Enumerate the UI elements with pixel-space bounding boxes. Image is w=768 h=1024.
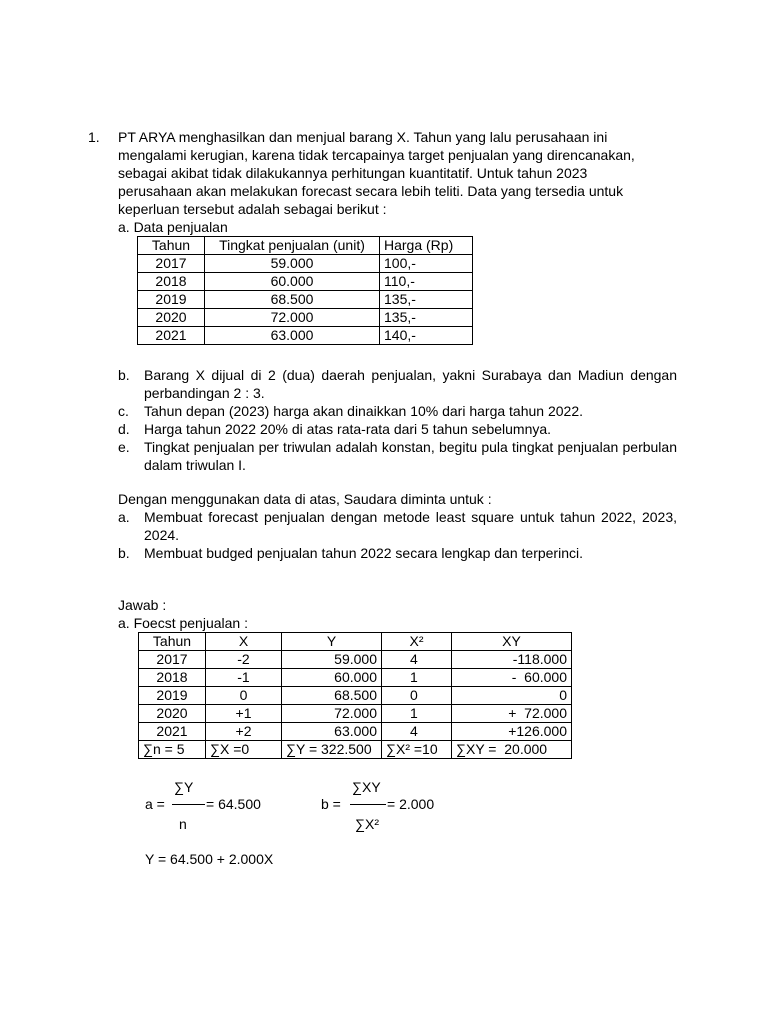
- list-item: [118, 438, 677, 474]
- table-header-row: [139, 633, 572, 651]
- table-cell: 1: [382, 669, 452, 687]
- list-text: Harga tahun 2022 20% di atas rata-rata dari 5 tahun sebelumnya.: [144, 421, 552, 437]
- table-header-cell: X²: [382, 633, 452, 651]
- formula-a-denominator: n: [179, 816, 187, 832]
- table-cell: +1: [206, 705, 282, 723]
- formula-b-denominator: ∑X²: [355, 816, 379, 832]
- table-row: [138, 309, 473, 327]
- table-row: [138, 327, 473, 345]
- table-cell: 2020: [139, 705, 206, 723]
- list-item: [118, 544, 677, 562]
- list-text: Tahun depan (2023) harga akan dinaikkan 10% dari harga tahun 2022.: [144, 403, 583, 419]
- table-cell: 63.000: [282, 723, 382, 741]
- table-cell: 2017: [139, 651, 206, 669]
- table-cell: - 60.000: [452, 669, 572, 687]
- formula-a-result: = 64.500: [206, 796, 261, 812]
- list-text: Membuat forecast penjualan dengan metode least square untuk tahun 2022, 2023, 2024.: [144, 509, 677, 543]
- table-cell: 100,-: [380, 255, 473, 273]
- list-marker: a.: [118, 509, 130, 525]
- table-row: [138, 273, 473, 291]
- total-cell: ∑X =0: [206, 741, 282, 759]
- table-cell: 68.500: [282, 687, 382, 705]
- table-cell: +2: [206, 723, 282, 741]
- table-header-cell: XY: [452, 633, 572, 651]
- table-cell: 140,-: [380, 327, 473, 345]
- tasks-list: [118, 508, 677, 562]
- table-cell: 1: [382, 705, 452, 723]
- table-cell: 0: [206, 687, 282, 705]
- table-cell: 135,-: [380, 291, 473, 309]
- list-marker: b.: [118, 545, 130, 561]
- list-item: [118, 420, 677, 438]
- total-cell: ∑Y = 322.500: [282, 741, 382, 759]
- answer-title: Jawab :: [118, 597, 167, 613]
- table-header-cell: Tahun: [138, 237, 205, 255]
- intro-line: PT ARYA menghasilkan dan menjual barang X. Tahun yang lalu perusahaan ini: [118, 129, 608, 145]
- table-header-row: [138, 237, 473, 255]
- table-row: [139, 705, 572, 723]
- table-cell: 2018: [139, 669, 206, 687]
- table-cell: 72.000: [205, 309, 380, 327]
- table-row: [139, 651, 572, 669]
- formula-b-lhs: b =: [321, 796, 341, 812]
- table-cell: 60.000: [282, 669, 382, 687]
- table-cell: -1: [206, 669, 282, 687]
- table-cell: 135,-: [380, 309, 473, 327]
- table-cell: 2018: [138, 273, 205, 291]
- intro-line: perusahaan akan melakukan forecast secara lebih teliti. Data yang tersedia untuk: [118, 183, 624, 199]
- formula-a-fraction-bar: [172, 804, 205, 805]
- list-marker: b.: [118, 367, 130, 383]
- list-item: [118, 366, 677, 402]
- table-cell: 68.500: [205, 291, 380, 309]
- table-cell: 4: [382, 723, 452, 741]
- problem-intro: [118, 128, 677, 218]
- table-header-cell: Harga (Rp): [380, 237, 473, 255]
- problem-number: 1.: [88, 129, 100, 145]
- formula-b-fraction-bar: [350, 804, 386, 805]
- list-text: Tingkat penjualan per triwulan adalah konstan, begitu pula tingkat penjualan perbulan dalam triwulan I.: [144, 439, 677, 473]
- table-cell: 60.000: [205, 273, 380, 291]
- table-cell: 2019: [138, 291, 205, 309]
- total-cell: ∑n = 5: [139, 741, 206, 759]
- list-item: [118, 402, 677, 420]
- table-header-cell: Tingkat penjualan (unit): [205, 237, 380, 255]
- table-cell: 59.000: [282, 651, 382, 669]
- table-cell: 0: [452, 687, 572, 705]
- table-row: [139, 687, 572, 705]
- table-cell: 4: [382, 651, 452, 669]
- sales-table: [137, 236, 473, 345]
- table-cell: 0: [382, 687, 452, 705]
- table-cell: 72.000: [282, 705, 382, 723]
- forecast-table: [138, 632, 572, 759]
- list-text: Membuat budged penjualan tahun 2022 secara lengkap dan terperinci.: [144, 545, 583, 561]
- table-cell: 110,-: [380, 273, 473, 291]
- list-item: [118, 508, 677, 544]
- table-header-cell: Y: [282, 633, 382, 651]
- table-header-cell: X: [206, 633, 282, 651]
- total-cell: ∑XY = 20.000: [452, 741, 572, 759]
- table-cell: + 72.000: [452, 705, 572, 723]
- intro-line: keperluan tersebut adalah sebagai berikut :: [118, 201, 387, 217]
- formula-a-lhs: a =: [145, 796, 165, 812]
- list-marker: e.: [118, 439, 130, 455]
- table-row: [138, 255, 473, 273]
- table-cell: 59.000: [205, 255, 380, 273]
- formula-b-numerator: ∑XY: [352, 779, 381, 795]
- table-row: [139, 669, 572, 687]
- instruction-text: Dengan menggunakan data di atas, Saudara diminta untuk :: [118, 491, 492, 507]
- table-cell: 2021: [138, 327, 205, 345]
- formula-a-numerator: ∑Y: [174, 779, 194, 795]
- table-row: [139, 723, 572, 741]
- table-cell: +126.000: [452, 723, 572, 741]
- table-cell: -2: [206, 651, 282, 669]
- table-header-cell: Tahun: [139, 633, 206, 651]
- table-row: [138, 291, 473, 309]
- total-cell: ∑X² =10: [382, 741, 452, 759]
- list-text: Barang X dijual di 2 (dua) daerah penjualan, yakni Surabaya dan Madiun dengan perbandingan 2 : 3.: [144, 367, 677, 401]
- table-cell: 2017: [138, 255, 205, 273]
- table-totals-row: [139, 741, 572, 759]
- table-cell: 2019: [139, 687, 206, 705]
- conditions-list: [118, 366, 677, 474]
- list-marker: d.: [118, 421, 130, 437]
- intro-line: mengalami kerugian, karena tidak tercapainya target penjualan yang direncanakan,: [118, 147, 635, 163]
- formula-b-result: = 2.000: [387, 796, 435, 812]
- table-cell: 2020: [138, 309, 205, 327]
- list-marker: c.: [118, 403, 129, 419]
- forecast-label: a. Foecst penjualan :: [118, 615, 248, 631]
- table-cell: 63.000: [205, 327, 380, 345]
- intro-line: sebagai akibat tidak dilakukannya perhitungan kuantitatif. Untuk tahun 2023: [118, 165, 588, 181]
- sales-data-label: a. Data penjualan: [118, 219, 228, 235]
- regression-equation: Y = 64.500 + 2.000X: [145, 851, 274, 867]
- table-cell: -118.000: [452, 651, 572, 669]
- table-cell: 2021: [139, 723, 206, 741]
